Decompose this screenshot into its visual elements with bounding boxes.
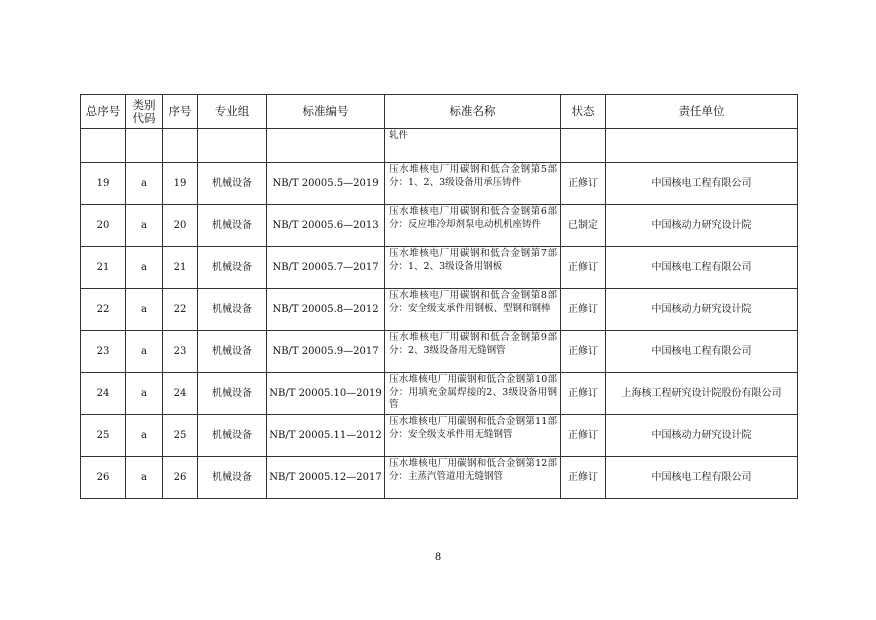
standard-name-cell: 压水堆核电厂用碳钢和低合金钢第6部分：反应堆冷却剂泵电动机机座铸件 xyxy=(385,205,561,247)
responsible-unit-cell: 中国核动力研究设计院 xyxy=(606,289,798,331)
standard-no-cell: NB/T 20005.5—2019 xyxy=(267,163,385,205)
header-category-code: 类别代码 xyxy=(126,95,163,129)
specialty-group-cell: 机械设备 xyxy=(198,373,267,415)
total-no-cell: 23 xyxy=(81,331,126,373)
header-specialty-group: 专业组 xyxy=(198,95,267,129)
responsible-unit-cell: 中国核电工程有限公司 xyxy=(606,163,798,205)
status-cell: 正修订 xyxy=(561,163,606,205)
seq-cell: 25 xyxy=(163,415,198,457)
total-no-cell: 21 xyxy=(81,247,126,289)
total-no-cell: 19 xyxy=(81,163,126,205)
standard-name-cell: 压水堆核电厂用碳钢和低合金钢第10部分：用填充金属焊接的2、3级设备用钢管 xyxy=(385,373,561,415)
seq-cell: 22 xyxy=(163,289,198,331)
status-cell: 正修订 xyxy=(561,289,606,331)
responsible-unit-cell: 中国核电工程有限公司 xyxy=(606,247,798,289)
status-cell: 正修订 xyxy=(561,247,606,289)
specialty-group-cell: 机械设备 xyxy=(198,415,267,457)
responsible-unit-cell: 中国核动力研究设计院 xyxy=(606,415,798,457)
header-responsible-unit: 责任单位 xyxy=(606,95,798,129)
category-code-cell: a xyxy=(126,163,163,205)
category-code-cell: a xyxy=(126,331,163,373)
specialty-group-cell: 机械设备 xyxy=(198,163,267,205)
standard-name-cell: 压水堆核电厂用碳钢和低合金钢第8部分：安全级支承件用钢板、型钢和钢棒 xyxy=(385,289,561,331)
specialty-group-cell: 机械设备 xyxy=(198,331,267,373)
responsible-unit-cell: 中国核电工程有限公司 xyxy=(606,331,798,373)
seq-cell: 24 xyxy=(163,373,198,415)
status-cell: 正修订 xyxy=(561,373,606,415)
table-row xyxy=(81,373,798,415)
standard-no-cell: NB/T 20005.9—2017 xyxy=(267,331,385,373)
standards-table xyxy=(80,94,798,499)
table-row xyxy=(81,331,798,373)
total-no-cell: 25 xyxy=(81,415,126,457)
responsible-unit-cell: 上海核工程研究设计院股份有限公司 xyxy=(606,373,798,415)
category-code-cell: a xyxy=(126,205,163,247)
category-code-cell: a xyxy=(126,373,163,415)
seq-cell: 26 xyxy=(163,457,198,499)
responsible-unit-cell: 中国核电工程有限公司 xyxy=(606,457,798,499)
status-cell: 正修订 xyxy=(561,457,606,499)
standard-no-cell: NB/T 20005.8—2012 xyxy=(267,289,385,331)
specialty-group-cell: 机械设备 xyxy=(198,457,267,499)
category-code-cell: a xyxy=(126,247,163,289)
seq-cell: 23 xyxy=(163,331,198,373)
responsible-unit-cell: 中国核动力研究设计院 xyxy=(606,205,798,247)
seq-cell: 20 xyxy=(163,205,198,247)
standard-name-cell: 压水堆核电厂用碳钢和低合金钢第9部分：2、3级设备用无缝钢管 xyxy=(385,331,561,373)
specialty-group-cell: 机械设备 xyxy=(198,289,267,331)
page-number: 8 xyxy=(434,552,442,563)
specialty-group-cell: 机械设备 xyxy=(198,205,267,247)
total-no-cell: 22 xyxy=(81,289,126,331)
header-status: 状态 xyxy=(561,95,606,129)
standard-no-cell: NB/T 20005.7—2017 xyxy=(267,247,385,289)
total-no-cell: 20 xyxy=(81,205,126,247)
standard-name-cell: 压水堆核电厂用碳钢和低合金钢第11部分：安全级支承件用无缝钢管 xyxy=(385,415,561,457)
continued-row xyxy=(81,129,798,163)
standard-name-cell: 压水堆核电厂用碳钢和低合金钢第5部分：1、2、3级设备用承压铸件 xyxy=(385,163,561,205)
header-seq: 序号 xyxy=(163,95,198,129)
seq-cell: 19 xyxy=(163,163,198,205)
header-total-no: 总序号 xyxy=(81,95,126,129)
header-standard-no: 标准编号 xyxy=(267,95,385,129)
table-row xyxy=(81,205,798,247)
continued-standard-name: 轧件 xyxy=(385,129,561,163)
total-no-cell: 26 xyxy=(81,457,126,499)
category-code-cell: a xyxy=(126,415,163,457)
category-code-cell: a xyxy=(126,457,163,499)
standard-name-cell: 压水堆核电厂用碳钢和低合金钢第12部分：主蒸汽管道用无缝钢管 xyxy=(385,457,561,499)
standard-no-cell: NB/T 20005.12—2017 xyxy=(267,457,385,499)
specialty-group-cell: 机械设备 xyxy=(198,247,267,289)
standard-no-cell: NB/T 20005.11—2012 xyxy=(267,415,385,457)
standard-no-cell: NB/T 20005.10—2019 xyxy=(267,373,385,415)
table-row xyxy=(81,457,798,499)
seq-cell: 21 xyxy=(163,247,198,289)
table-row xyxy=(81,163,798,205)
status-cell: 已制定 xyxy=(561,205,606,247)
status-cell: 正修订 xyxy=(561,415,606,457)
header-standard-name: 标准名称 xyxy=(385,95,561,129)
table-row xyxy=(81,415,798,457)
header-row xyxy=(81,95,798,129)
standard-no-cell: NB/T 20005.6—2013 xyxy=(267,205,385,247)
total-no-cell: 24 xyxy=(81,373,126,415)
status-cell: 正修订 xyxy=(561,331,606,373)
table-row xyxy=(81,247,798,289)
table-row xyxy=(81,289,798,331)
standard-name-cell: 压水堆核电厂用碳钢和低合金钢第7部分：1、2、3级设备用钢板 xyxy=(385,247,561,289)
category-code-cell: a xyxy=(126,289,163,331)
